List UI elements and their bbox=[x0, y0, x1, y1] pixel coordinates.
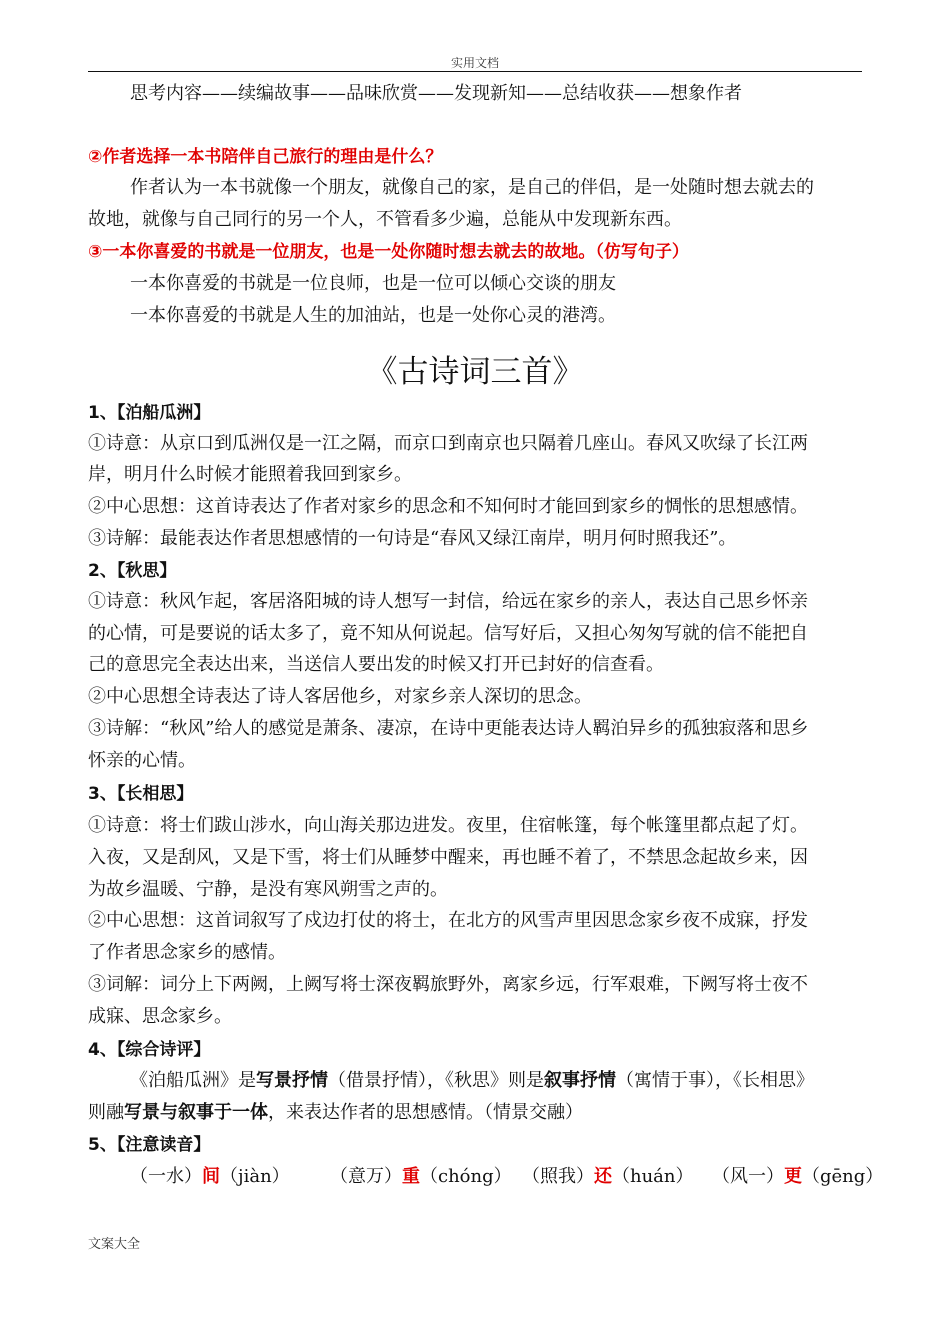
answer-2-line-1: 作者认为一本书就像一个朋友，就像自己的家，是自己的伴侣，是一处随时想去就去的 bbox=[130, 177, 814, 198]
section-5-heading: 5、【注意读音】 bbox=[88, 1135, 211, 1155]
pronunciation-item: （一水）间（jiàn） bbox=[130, 1166, 290, 1187]
pronunciation-item: （照我）还（huán） bbox=[522, 1166, 694, 1187]
answer-2-line-2: 故地，就像与自己同行的另一个人，不管看多少遍，总能从中发现新东西。 bbox=[88, 209, 682, 230]
text: （借景抒情），《秋思》则是 bbox=[328, 1070, 544, 1091]
question-3: ③一本你喜爱的书就是一位朋友，也是一处你随时想去就去的故地。（仿写句子） bbox=[88, 242, 689, 262]
section-1-line-3: ②中心思想：这首诗表达了作者对家乡的思念和不知何时才能回到家乡的惆怅的思想感情。 bbox=[88, 496, 808, 517]
section-3-line-5: 了作者思念家乡的感情。 bbox=[88, 942, 286, 963]
text: 《泊船瓜洲》是 bbox=[130, 1070, 256, 1091]
text: （寓情于事），《长相思》 bbox=[616, 1070, 814, 1091]
bold-term: 写景抒情 bbox=[256, 1070, 328, 1091]
page-footer: 文案大全 bbox=[88, 1237, 141, 1252]
section-3-line-4: ②中心思想：这首词叙写了戍边打仗的将士，在北方的风雪声里因思念家乡夜不成寐，抒发 bbox=[88, 910, 808, 931]
section-2-line-5: ③诗解：“秋风”给人的感觉是萧条、凄凉，在诗中更能表达诗人羁泊异乡的孤独寂落和思乡 bbox=[88, 718, 809, 739]
section-3-line-1: ①诗意：将士们跋山涉水，向山海关那边进发。夜里，住宿帐篷，每个帐篷里都点起了灯。 bbox=[88, 815, 808, 836]
bold-term: 写景与叙事于一体 bbox=[124, 1102, 268, 1123]
pronunciation-row bbox=[130, 1165, 883, 1189]
bold-term: 叙事抒情 bbox=[544, 1070, 616, 1091]
answer-3-line-1: 一本你喜爱的书就是一位良师，也是一位可以倾心交谈的朋友 bbox=[130, 273, 616, 294]
question-2: ②作者选择一本书陪伴自己旅行的理由是什么？ bbox=[88, 147, 443, 167]
section-2-line-1: ①诗意：秋风乍起，客居洛阳城的诗人想写一封信，给远在家乡的亲人，表达自己思乡怀亲 bbox=[88, 591, 808, 612]
section-4-paragraph-line-1 bbox=[130, 1069, 814, 1093]
section-3-line-2: 入夜，又是刮风，又是下雪，将士们从睡梦中醒来，再也睡不着了，不禁思念起故乡来，因 bbox=[88, 847, 808, 868]
section-2-heading: 2、【秋思】 bbox=[88, 561, 177, 581]
section-2-line-4: ②中心思想全诗表达了诗人客居他乡，对家乡亲人深切的思念。 bbox=[88, 686, 592, 707]
section-3-line-3: 为故乡温暖、宁静，是没有寒风朔雪之声的。 bbox=[88, 879, 448, 900]
answer-3-line-2: 一本你喜爱的书就是人生的加油站，也是一处你心灵的港湾。 bbox=[130, 305, 616, 326]
section-2-line-3: 己的意思完全表达出来，当送信人要出发的时候又打开已封好的信查看。 bbox=[88, 654, 664, 675]
section-1-line-1: ①诗意：从京口到瓜洲仅是一江之隔，而京口到南京也只隔着几座山。春风又吹绿了长江两 bbox=[88, 433, 808, 454]
text: ，来表达作者的思想感情。（情景交融） bbox=[268, 1102, 583, 1123]
section-3-line-6: ③词解：词分上下两阙，上阙写将士深夜羁旅野外，离家乡远，行军艰难，下阙写将士夜不 bbox=[88, 974, 808, 995]
section-4-heading: 4、【综合诗评】 bbox=[88, 1040, 211, 1060]
pronunciation-item: （风一）更（gēng） bbox=[712, 1166, 884, 1187]
section-1-line-2: 岸，明月什么时候才能照着我回到家乡。 bbox=[88, 464, 412, 485]
section-2-line-2: 的心情，可是要说的话太多了，竟不知从何说起。信写好后，又担心匆匆写就的信不能把自 bbox=[88, 623, 808, 644]
section-2-line-6: 怀亲的心情。 bbox=[88, 750, 196, 771]
header-rule bbox=[88, 71, 862, 72]
page-header: 实用文档 bbox=[450, 56, 499, 70]
section-1-heading: 1、【泊船瓜洲】 bbox=[88, 403, 211, 423]
pronunciation-item: （意万）重（chóng） bbox=[330, 1166, 512, 1187]
text: 则融 bbox=[88, 1102, 124, 1123]
section-4-paragraph-line-2 bbox=[88, 1101, 583, 1125]
section-3-heading: 3、【长相思】 bbox=[88, 784, 194, 804]
section-3-line-7: 成寐、思念家乡。 bbox=[88, 1006, 232, 1027]
page-title: 《古诗词三首》 bbox=[366, 354, 584, 390]
flow-text: 思考内容——续编故事——品味欣赏——发现新知——总结收获——想象作者 bbox=[130, 83, 742, 104]
section-1-line-4: ③诗解：最能表达作者思想感情的一句诗是“春风又绿江南岸，明月何时照我还”。 bbox=[88, 528, 737, 549]
